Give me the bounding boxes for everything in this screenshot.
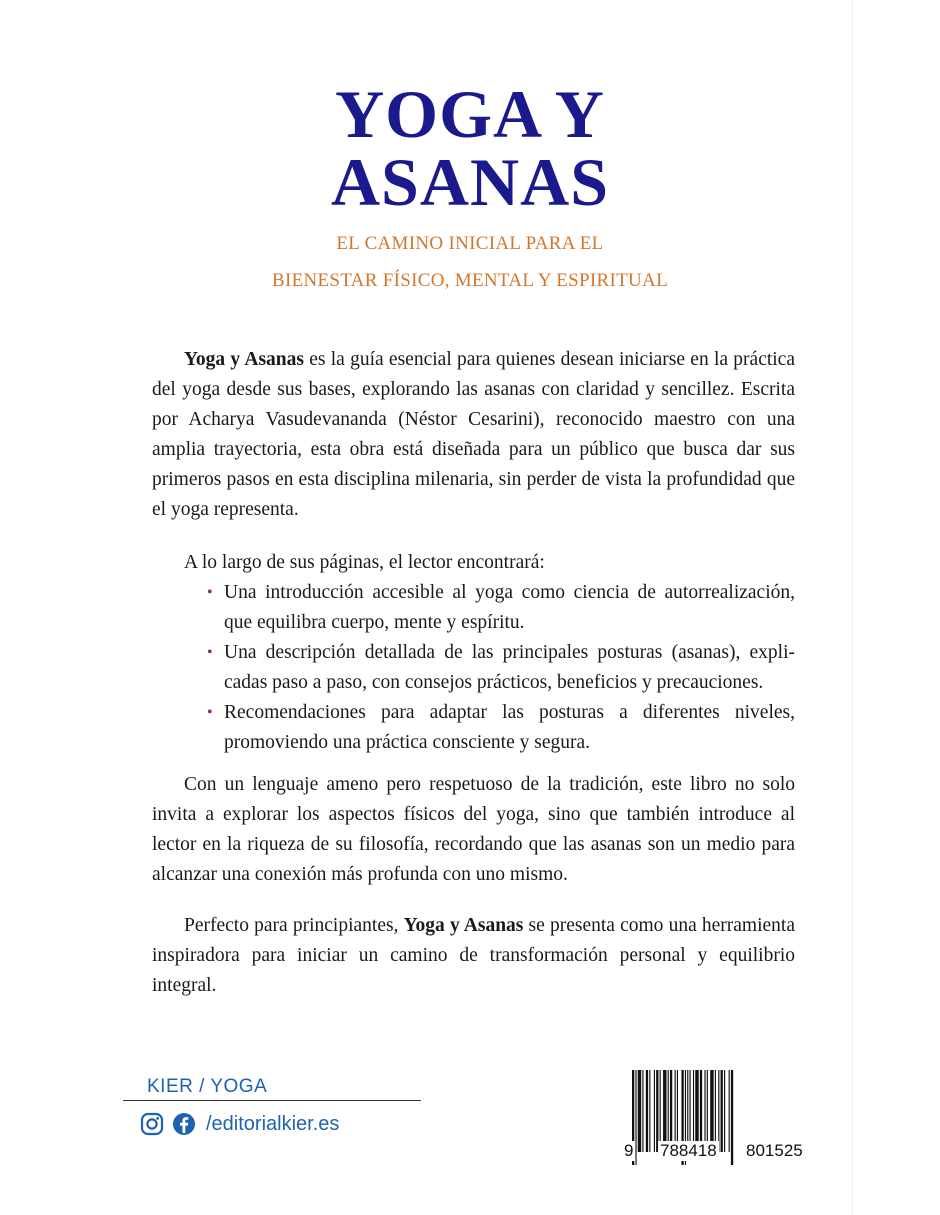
contents-bullet-list: [152, 578, 795, 758]
isbn-digit-group-3: 801525: [746, 1141, 803, 1160]
barcode-bar: [670, 1070, 672, 1152]
paragraph-2-text: Con un lenguaje ameno pero respetuoso de la tradición, este libro no solo invita a explorar los aspectos físicos del yoga, sino que también introduce al lector en la riqueza de su filosofía, recordando que las asanas son un medio para alcanzar una conexión más profunda con uno mismo.: [152, 774, 795, 885]
instagram-icon[interactable]: [140, 1112, 164, 1136]
synopsis-paragraph-1: [152, 345, 795, 525]
barcode-bar: [649, 1070, 650, 1152]
synopsis-paragraph-3: [152, 911, 795, 1001]
barcode-bar: [668, 1070, 669, 1152]
barcode-bar: [693, 1070, 694, 1152]
social-handle-link[interactable]: /editorialkier.es: [206, 1112, 340, 1135]
barcode-bar: [731, 1070, 733, 1165]
barcode-bar: [695, 1070, 698, 1152]
isbn-digit-group-1: 9: [624, 1141, 634, 1160]
list-item-text: Recomendaciones para adaptar las posturas a diferentes niveles, promoviendo una práctica consciente y segura.: [224, 702, 795, 753]
isbn-digit-group-2: 788418: [660, 1141, 717, 1160]
book-title-line-1: YOGA Y: [335, 76, 605, 152]
barcode-bar: [646, 1070, 648, 1152]
paragraph-1-text: es la guía esencial para quienes desean iniciarse en la práctica del yoga desde sus bases, explorando las asanas con claridad y sencillez. Escrita por Acharya Vasudevananda (Néstor Cesarini), reconocido maestro con una amplia trayectoria, esta obra está diseñada para un público que busca dar sus primeros pasos en esta disciplina milenaria, sin perder de vista la profundidad que el yoga representa.: [152, 349, 795, 520]
book-subtitle-line-2: BIENESTAR FÍSICO, MENTAL Y ESPIRITUAL: [272, 270, 668, 291]
series-label: KIER / YOGA: [147, 1076, 268, 1097]
book-name-bold: Yoga y Asanas: [403, 915, 524, 936]
barcode-bar: [642, 1070, 643, 1152]
barcode-bar: [704, 1070, 705, 1152]
paragraph-3-tail: se presenta como una herramienta inspiradora para iniciar un camino de transformación personal y equilibrio integral.: [152, 915, 795, 996]
book-subtitle-line-1: EL CAMINO INICIAL PARA EL: [336, 233, 604, 254]
list-item: [207, 698, 795, 758]
bullet-icon: •: [207, 704, 213, 721]
barcode-bar: [638, 1070, 641, 1152]
paragraph-3-lead: Perfecto para principiantes,: [184, 915, 404, 936]
barcode-bar: [718, 1070, 719, 1152]
barcode-bar: [700, 1070, 702, 1152]
barcode-bar: [687, 1070, 688, 1152]
social-links: [140, 1112, 339, 1136]
barcode-bar: [660, 1070, 661, 1152]
list-item: [207, 638, 795, 698]
list-item-text: Una introducción accesible al yoga como ciencia de autorrealización, que equilibra cuerpo, mente y espíritu.: [224, 582, 795, 633]
list-item-text: Una descripción detallada de las principales posturas (asanas), explicadas paso a paso, con consejos prácticos, beneficios y precauciones.: [224, 642, 795, 693]
list-intro: A lo largo de sus páginas, el lector encontrará:: [184, 552, 545, 573]
contents-list-block: [152, 548, 795, 758]
barcode-bar: [690, 1070, 691, 1152]
barcode-bar: [663, 1070, 666, 1152]
barcode-bar: [715, 1070, 716, 1152]
barcode-bar: [677, 1070, 678, 1152]
synopsis-paragraph-2: [152, 770, 795, 890]
barcode-bar: [724, 1070, 725, 1152]
bullet-icon: •: [207, 584, 213, 601]
facebook-icon[interactable]: [172, 1112, 196, 1136]
barcode-bar: [707, 1070, 708, 1152]
barcode-bar: [656, 1070, 658, 1152]
barcode-bar: [729, 1070, 730, 1152]
book-name-bold: Yoga y Asanas: [184, 349, 304, 370]
barcode-bar: [721, 1070, 723, 1152]
barcode-bar: [635, 1070, 636, 1165]
book-title-line-2: ASANAS: [330, 144, 610, 220]
bullet-icon: •: [207, 644, 213, 661]
list-item: [207, 578, 795, 638]
barcode-bar: [710, 1070, 713, 1152]
barcode-bar: [654, 1070, 655, 1152]
barcode-bar: [675, 1070, 676, 1152]
footer-divider: [123, 1100, 421, 1101]
